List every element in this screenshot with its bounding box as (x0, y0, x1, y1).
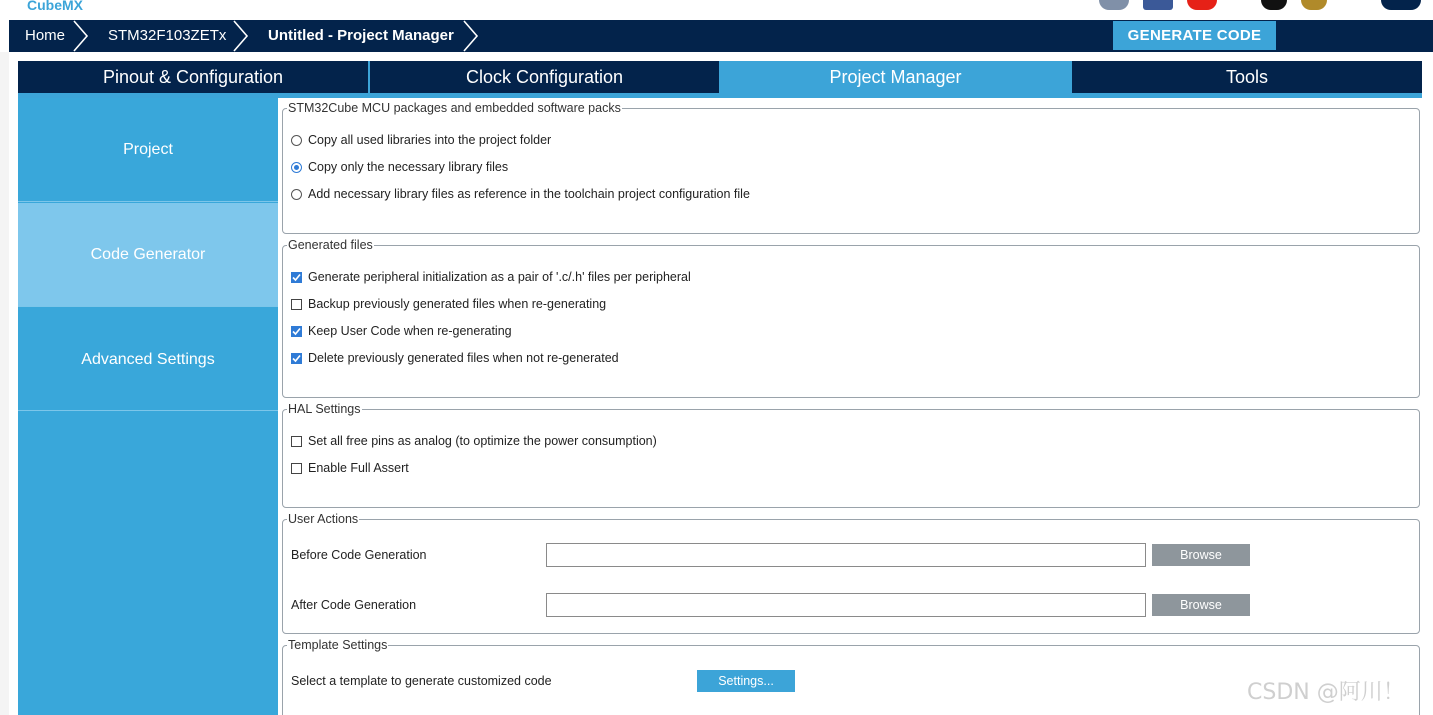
hal-settings-title: HAL Settings (288, 402, 361, 416)
badge-icon[interactable] (1301, 0, 1327, 10)
x-icon[interactable] (1231, 0, 1247, 10)
packages-group (282, 101, 1420, 234)
social-icons (1099, 0, 1421, 10)
hal-settings-group (282, 402, 1420, 508)
package-option-copy-necessary[interactable] (291, 159, 508, 175)
option-label: Keep User Code when re-generating (308, 324, 512, 338)
tab-clock-configuration[interactable]: Clock Configuration (370, 61, 719, 93)
option-label: Backup previously generated files when re-generating (308, 297, 607, 311)
sidebar (18, 98, 278, 715)
chevron-right-icon (461, 20, 479, 52)
tab-pinout-configuration[interactable]: Pinout & Configuration (18, 61, 368, 93)
option-backup-files[interactable] (291, 296, 606, 312)
option-label: Add necessary library files as reference in the toolchain project configuration file (308, 187, 750, 201)
tab-tools[interactable]: Tools (1072, 61, 1422, 93)
watermark: CSDN @阿川！ (1247, 680, 1405, 705)
before-generation-input[interactable] (546, 543, 1146, 567)
after-generation-browse-button[interactable]: Browse (1152, 594, 1250, 616)
checkbox[interactable] (291, 436, 302, 447)
packages-title: STM32Cube MCU packages and embedded software packs (288, 101, 621, 115)
after-generation-input[interactable] (546, 593, 1146, 617)
generated-files-group (282, 238, 1420, 398)
sidebar-item-project[interactable]: Project (18, 98, 278, 202)
chevron-right-icon (231, 20, 249, 52)
chevron-right-icon (71, 20, 89, 52)
template-settings-title: Template Settings (288, 638, 388, 652)
breadcrumb-project[interactable]: Untitled - Project Manager (268, 27, 454, 44)
checkbox-checked[interactable] (291, 353, 302, 364)
github-icon[interactable] (1261, 0, 1287, 10)
template-label: Select a template to generate customized code (291, 674, 552, 688)
share-icon[interactable] (1341, 0, 1367, 10)
checkbox-checked[interactable] (291, 272, 302, 283)
option-keep-user-code[interactable] (291, 323, 512, 339)
youtube-icon[interactable] (1187, 0, 1217, 10)
top-strip (0, 0, 1433, 20)
user-actions-group (282, 512, 1420, 634)
checkbox-checked[interactable] (291, 326, 302, 337)
package-option-copy-all[interactable] (291, 132, 551, 148)
code-generator-panel (280, 98, 1433, 715)
option-label: Copy all used libraries into the project folder (308, 133, 552, 147)
left-edge (0, 52, 9, 715)
user-actions-title: User Actions (288, 512, 359, 526)
template-settings-button[interactable]: Settings... (697, 670, 795, 692)
option-generate-pair-files[interactable] (291, 269, 691, 285)
sidebar-item-code-generator[interactable]: Code Generator (18, 203, 278, 307)
option-label: Copy only the necessary library files (308, 160, 509, 174)
option-label: Set all free pins as analog (to optimize the power consumption) (308, 434, 657, 448)
package-option-reference[interactable] (291, 186, 750, 202)
option-label: Delete previously generated files when not re-generated (308, 351, 619, 365)
checkbox[interactable] (291, 299, 302, 310)
generated-files-title: Generated files (288, 238, 373, 252)
main-tabs (18, 61, 1422, 98)
option-free-pins-analog[interactable] (291, 433, 657, 449)
radio-button[interactable] (291, 189, 302, 200)
radio-button[interactable] (291, 135, 302, 146)
option-delete-previous-files[interactable] (291, 350, 619, 366)
option-full-assert[interactable] (291, 460, 409, 476)
option-label: Enable Full Assert (308, 461, 409, 475)
before-generation-label: Before Code Generation (291, 548, 427, 562)
before-generation-browse-button[interactable]: Browse (1152, 544, 1250, 566)
generate-code-button[interactable]: GENERATE CODE (1113, 21, 1276, 50)
tab-project-manager[interactable]: Project Manager (721, 61, 1070, 93)
after-generation-label: After Code Generation (291, 598, 417, 612)
facebook-icon[interactable] (1143, 0, 1173, 10)
sidebar-item-advanced-settings[interactable]: Advanced Settings (18, 308, 278, 411)
radio-button-selected[interactable] (291, 162, 302, 173)
st-logo-icon (1381, 0, 1421, 10)
community-icon[interactable] (1099, 0, 1129, 10)
checkbox[interactable] (291, 463, 302, 474)
breadcrumb-home[interactable]: Home (25, 27, 66, 44)
app-logo: CubeMX (27, 0, 83, 13)
option-label: Generate peripheral initialization as a pair of '.c/.h' files per peripheral (308, 270, 691, 284)
breadcrumb-device[interactable]: STM32F103ZETx (108, 27, 227, 44)
